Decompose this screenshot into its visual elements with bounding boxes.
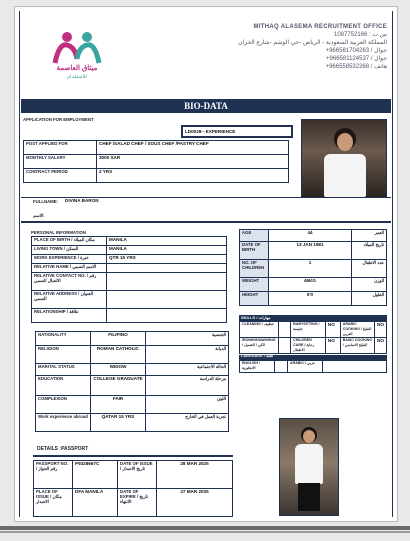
row-label: NO. OF CHILDREN	[240, 260, 269, 278]
row-value: 28 MAR 2025	[157, 461, 233, 489]
row-ar-label: الطول	[352, 292, 387, 306]
row-value	[107, 273, 227, 291]
language-value	[323, 361, 387, 373]
row-value: CHEF /SALAD CHEF / SOUS CHEF /PASTRY CHEF	[97, 141, 289, 155]
language-table	[239, 360, 387, 373]
table-row	[240, 278, 387, 292]
row-value: FILIPINO	[91, 332, 146, 346]
passport-table	[33, 460, 233, 517]
row-ar-label: عدد الاطفال	[352, 260, 387, 278]
skill-label: CHILDREN CARE / رعاية الاطفال	[291, 338, 326, 354]
row-value: WIDOW	[91, 364, 146, 376]
table-row	[36, 332, 229, 346]
table-row	[34, 489, 233, 517]
company-logo	[37, 29, 117, 85]
table-row	[32, 237, 227, 246]
row-value: 44	[269, 230, 352, 242]
row-value	[107, 309, 227, 323]
office-info	[187, 23, 387, 71]
vitals-table	[239, 229, 387, 306]
row-ar-label: الديانة	[146, 346, 229, 364]
row-ar-label: الجنسية	[146, 332, 229, 346]
row-value: 2 YRS	[97, 169, 289, 183]
office-line: 1087752166 : س.ت	[333, 32, 387, 38]
row-value: FAIR	[91, 396, 146, 414]
office-line: +966581704263 / جوال	[325, 48, 387, 54]
logo-arabic-sub: للاستقدام	[67, 74, 87, 80]
table-row	[32, 264, 227, 273]
skill-value	[278, 322, 291, 338]
biodata-page	[14, 6, 398, 522]
row-label: Work experience abroad	[36, 414, 91, 432]
skill-value: NO	[375, 322, 387, 338]
row-label: DATE OF BIRTH	[240, 242, 269, 260]
skill-value: NO	[325, 322, 340, 338]
passport-heading: DETAILS :PASSPORT	[37, 446, 89, 452]
table-row	[240, 292, 387, 306]
table-row	[36, 376, 229, 396]
row-value: 13 JAN 1981	[269, 242, 352, 260]
row-value: 46KG	[269, 278, 352, 292]
row-ar-label: الوزن	[352, 278, 387, 292]
row-label: RELATIONSHIP / علاقة	[32, 309, 107, 323]
logo-arabic-name: ميثاق العاصمة	[56, 65, 98, 72]
row-value: 3000 SAR	[97, 155, 289, 169]
language-label: ENGLISH / الانجليزية	[240, 361, 275, 373]
table-row	[240, 322, 387, 338]
office-line: المملكة العربية السعودية - الرياض -حي الوشم -شارع الخزان	[237, 40, 387, 46]
row-label: LIVING TOWN / السكن	[32, 246, 107, 255]
table-row	[32, 291, 227, 309]
row-label: RELIGION	[36, 346, 91, 364]
row-ar-label: العمر	[352, 230, 387, 242]
table-row	[24, 141, 289, 155]
bottom-divider	[0, 531, 410, 533]
row-ar-label: تاريخ الميلاد	[352, 242, 387, 260]
skill-label: ARABIC COOKING / الطبخ العربي	[340, 322, 374, 338]
language-value	[275, 361, 288, 373]
table-row	[240, 338, 387, 354]
office-line: +966581124537 / جوال	[326, 56, 387, 62]
candidate-photo	[301, 119, 387, 198]
row-value: P9328667C	[73, 461, 118, 489]
row-label: DATE OF EXPIRE / تاريخ الانتهاء	[118, 489, 157, 517]
table-row	[34, 461, 233, 489]
row-ar-label: الحالة الاجتماعية	[146, 364, 229, 376]
row-label: MONTHLY SALARY	[24, 155, 97, 169]
row-value: 27 MAR 2035	[157, 489, 233, 517]
application-label: APPLICATION FOR EMPLOYMENT	[23, 117, 94, 122]
row-label: MARITAL STATUS	[36, 364, 91, 376]
row-value	[107, 291, 227, 309]
skill-value	[278, 338, 291, 354]
language-label: ARABIC / عربي	[288, 361, 323, 373]
biodata-banner: BIO-DATA	[21, 99, 391, 113]
logo-figures-icon	[37, 29, 117, 65]
skill-label: BABYSITTING / جليسة	[291, 322, 326, 338]
skill-value: NO	[325, 338, 340, 354]
fullname-value: DIVINA BARON	[65, 198, 99, 203]
row-ar-label: تجربة العمل في الخارج	[146, 414, 229, 432]
row-value: MANILA	[107, 246, 227, 255]
language-heading: LANGUAGE / اللغة	[241, 354, 274, 358]
row-label: RELATIVE ADDRESS / العنوان النسبي	[32, 291, 107, 309]
row-value	[107, 264, 227, 273]
personal-table	[31, 236, 227, 323]
row-label: WORK EXPERIENCE / خبرة	[32, 255, 107, 264]
table-row	[240, 242, 387, 260]
row-value: DFA MANILA	[73, 489, 118, 517]
row-value: QATAR 15 YRS	[91, 414, 146, 432]
row-label: PLACE OF BIRTH / مكان الميلاد	[32, 237, 107, 246]
application-code-box	[181, 125, 293, 138]
candidate-full-photo	[279, 418, 339, 516]
table-row	[36, 414, 229, 432]
row-ar-label: مرحلة الدراسة	[146, 376, 229, 396]
row-value: MANILA	[107, 237, 227, 246]
row-label: RELATIVE CONTACT NO. / رقم الاتصال النسبي	[32, 273, 107, 291]
application-code: LD0028-- EXPERIENCE	[185, 129, 236, 134]
row-value: 1	[269, 260, 352, 278]
row-label: POST APPLIED FOR	[24, 141, 97, 155]
table-row	[36, 396, 229, 414]
application-table	[23, 140, 289, 183]
table-row	[32, 273, 227, 291]
skill-value: NO	[375, 338, 387, 354]
skill-label: IRONING/WASHING / الكي / الغسيل	[240, 338, 279, 354]
table-row	[32, 255, 227, 264]
table-row	[24, 155, 289, 169]
row-value: COLLEGE GRADUATE	[91, 376, 146, 396]
row-label: EDUCATION	[36, 376, 91, 396]
row-label: NATIONALITY	[36, 332, 91, 346]
row-value: ROMAN CATHOLIC	[91, 346, 146, 364]
fullname-ar-label: الاسم:	[33, 213, 45, 218]
skills-table	[239, 321, 387, 354]
row-label: HEIGHT	[240, 292, 269, 306]
personal-heading: PERSONAL INFORMATION	[31, 230, 86, 235]
row-label: PASSPORT NO. / رقم الجواز	[34, 461, 73, 489]
bottom-divider	[0, 526, 410, 530]
table-row	[24, 169, 289, 183]
row-label: RELATIVE NAME / الاسم النسبي	[32, 264, 107, 273]
table-row	[36, 364, 229, 376]
row-label: WEIGHT	[240, 278, 269, 292]
row-label: CONTRACT PERIOD	[24, 169, 97, 183]
skills-heading: SKILLS / مهارات	[241, 315, 271, 320]
table-row	[32, 246, 227, 255]
table-row	[32, 309, 227, 323]
table-row	[36, 346, 229, 364]
office-title: MITHAQ ALASEMA RECRUITMENT OFFICE	[253, 24, 387, 30]
row-label: DATE OF ISSUE / تاريخ الاصدار	[118, 461, 157, 489]
skill-label: CLEANING / تنظيف	[240, 322, 279, 338]
row-label: AGE	[240, 230, 269, 242]
office-line: +966558532268 / هاتف	[325, 64, 387, 70]
table-row	[240, 260, 387, 278]
table-row	[240, 361, 387, 373]
fullname-label: FULLNAME:	[33, 199, 59, 204]
row-value: QTR 15 YRS	[107, 255, 227, 264]
row-value: 5'0	[269, 292, 352, 306]
row-label: COMPLEXION	[36, 396, 91, 414]
row-label: PLACE OF ISSUE / مكان الاصدار	[34, 489, 73, 517]
table-row	[240, 230, 387, 242]
details-table	[35, 331, 229, 432]
row-ar-label: اللون	[146, 396, 229, 414]
skill-label: BASIC COOKING / الطبخ الاساسي	[340, 338, 374, 354]
